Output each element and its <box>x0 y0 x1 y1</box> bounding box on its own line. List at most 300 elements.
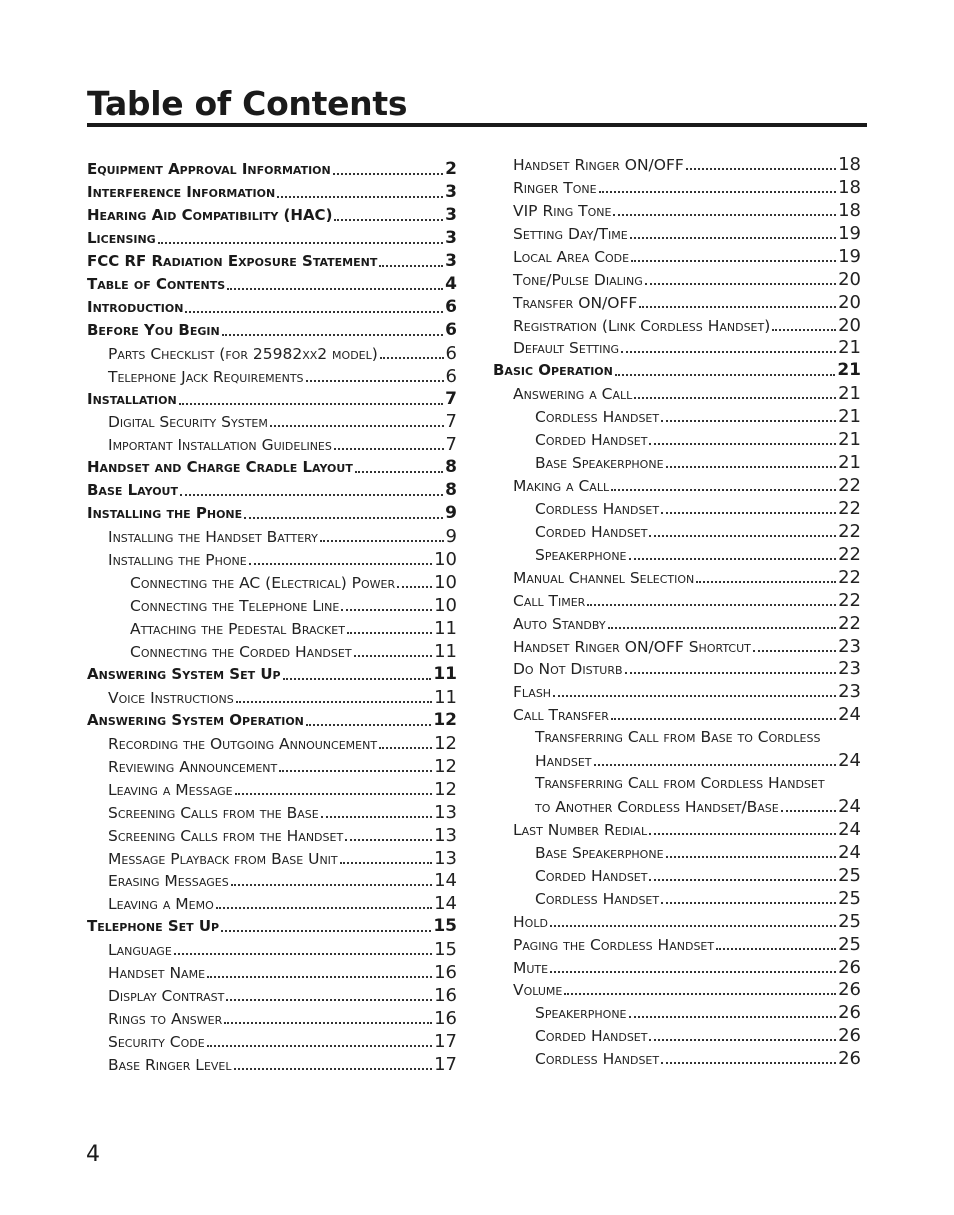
toc-entry-page: 11 <box>434 640 457 662</box>
leader-dots <box>180 494 443 496</box>
toc-entry-label: Mute <box>513 958 549 977</box>
leader-dots <box>279 770 432 772</box>
toc-entry-page: 2 <box>445 159 457 179</box>
toc-entry-page: 23 <box>838 635 861 657</box>
toc-entry-label: Installing the Phone <box>108 551 247 570</box>
toc-entry-label: FCC RF Radiation Exposure Statement <box>87 251 378 270</box>
toc-entry-label: Answering a Call <box>513 385 633 404</box>
toc-entry-label: Last Number Redial <box>513 820 648 839</box>
toc-entry[interactable] <box>535 1024 861 1047</box>
toc-entry[interactable] <box>513 291 861 314</box>
toc-entry-label: Security Code <box>108 1033 205 1052</box>
toc-entry-page: 20 <box>838 268 861 290</box>
toc-entry-label: Message Playback from Base Unit <box>108 849 338 868</box>
toc-entry-page: 7 <box>445 434 457 456</box>
toc-entry[interactable] <box>87 227 457 250</box>
toc-entry-page: 7 <box>445 388 457 409</box>
toc-entry-label: Cordless Handset <box>535 499 660 518</box>
toc-entry[interactable] <box>535 1047 861 1070</box>
toc-entry-label: Base Ringer Level <box>108 1056 232 1075</box>
leader-dots <box>553 695 836 697</box>
toc-entry-label: Display Contrast <box>108 987 225 1006</box>
leader-dots <box>599 191 837 193</box>
toc-entry[interactable] <box>130 617 457 640</box>
toc-entry[interactable] <box>108 525 457 548</box>
leader-dots <box>221 930 431 932</box>
toc-entry-label: Screening Calls from the Base <box>108 803 319 822</box>
leader-dots <box>320 540 444 542</box>
toc-entry[interactable] <box>535 726 861 749</box>
toc-entry-page: 26 <box>838 1025 861 1047</box>
toc-entry-page: 25 <box>838 864 861 886</box>
toc-entry[interactable] <box>130 640 457 663</box>
toc-entry-label: Digital Security System <box>108 413 268 432</box>
toc-entry-page: 16 <box>434 962 457 984</box>
toc-entry-label: to Another Cordless Handset/Base <box>535 798 779 817</box>
toc-entry-page: 10 <box>434 572 457 594</box>
toc-entry-page: 7 <box>445 411 457 433</box>
toc-entry[interactable] <box>513 978 861 1001</box>
toc-entry[interactable] <box>87 709 457 732</box>
toc-entry[interactable] <box>108 1030 457 1053</box>
toc-entry-label: Cordless Handset <box>535 1050 660 1069</box>
toc-entry-label: Screening Calls from the Handset <box>108 826 344 845</box>
leader-dots <box>234 1068 433 1070</box>
toc-entry-page: 12 <box>434 732 457 754</box>
toc-entry[interactable] <box>513 268 861 291</box>
leader-dots <box>594 764 837 766</box>
toc-entry-label: Corded Handset <box>535 1027 648 1046</box>
toc-entry-page: 6 <box>445 342 457 364</box>
toc-entry-label: Language <box>108 941 172 960</box>
leader-dots <box>340 862 432 864</box>
toc-entry[interactable] <box>535 497 861 520</box>
toc-entry-label: Corded Handset <box>535 431 648 450</box>
toc-entry-page: 21 <box>838 452 861 474</box>
toc-entry-page: 15 <box>434 939 457 961</box>
toc-entry-label: Equipment Approval Information <box>87 160 331 178</box>
toc-entry-label: Setting Day/Time <box>513 224 628 243</box>
toc-entry[interactable] <box>108 732 457 755</box>
toc-entry-page: 23 <box>838 681 861 703</box>
toc-entry[interactable] <box>108 824 457 847</box>
toc-entry-page: 18 <box>838 154 861 175</box>
leader-dots <box>753 650 836 652</box>
toc-entry[interactable] <box>513 382 861 405</box>
leader-dots <box>686 168 836 170</box>
toc-entry-page: 25 <box>838 887 861 909</box>
toc-entry[interactable] <box>513 589 861 612</box>
toc-entry[interactable] <box>513 657 861 680</box>
leader-dots <box>629 1016 837 1018</box>
toc-entry-label: Voice Instructions <box>108 688 234 707</box>
toc-entry-label: Table of Contents <box>87 274 226 293</box>
leader-dots <box>397 586 432 588</box>
leader-dots <box>666 856 837 858</box>
toc-entry-label: Handset <box>535 752 592 771</box>
leader-dots <box>608 627 837 629</box>
leader-dots <box>345 839 432 841</box>
toc-entry[interactable] <box>87 388 457 411</box>
toc-entry-label: Handset Name <box>108 964 206 983</box>
leader-dots <box>716 948 836 950</box>
toc-entry-label: Attaching the Pedestal Bracket <box>130 620 345 638</box>
toc-entry[interactable] <box>108 755 457 778</box>
toc-entry[interactable] <box>513 818 861 841</box>
toc-entry[interactable] <box>87 502 457 525</box>
toc-entry[interactable] <box>535 864 861 887</box>
toc-entry[interactable] <box>513 199 861 222</box>
leader-dots <box>611 489 836 491</box>
toc-entry-label: Base Speakerphone <box>535 454 664 473</box>
toc-entry-label: Transfer ON/OFF <box>513 293 638 312</box>
leader-dots <box>649 443 836 445</box>
toc-entry-label: Installing the Phone <box>87 504 243 523</box>
leader-dots <box>649 1039 836 1041</box>
toc-entry[interactable] <box>513 314 861 337</box>
toc-entry[interactable] <box>535 772 861 795</box>
leader-dots <box>216 907 432 909</box>
leader-dots <box>630 237 836 239</box>
toc-entry-page: 18 <box>838 199 861 221</box>
leader-dots <box>207 976 432 978</box>
leader-dots <box>661 420 836 422</box>
toc-entry-page: 3 <box>445 181 457 202</box>
toc-entry[interactable] <box>513 474 861 497</box>
toc-entry-page: 21 <box>838 383 861 405</box>
toc-entry[interactable] <box>108 686 457 709</box>
toc-entry-label: Speakerphone <box>535 1004 627 1023</box>
toc-entry[interactable] <box>108 961 457 984</box>
toc-entry-page: 24 <box>838 704 861 726</box>
leader-dots <box>564 993 836 995</box>
toc-entry[interactable] <box>87 296 457 319</box>
leader-dots <box>277 196 443 198</box>
toc-entry-page: 8 <box>445 480 457 501</box>
leader-dots <box>649 535 836 537</box>
toc-entry-label: Telephone Jack Requirements <box>108 367 304 386</box>
toc-entry-label: Rings to Answer <box>108 1010 223 1029</box>
toc-entry-label: Erasing Messages <box>108 872 229 891</box>
leader-dots <box>283 678 432 680</box>
toc-entry[interactable] <box>108 801 457 824</box>
toc-entry[interactable] <box>108 1007 457 1030</box>
leader-dots <box>158 242 443 244</box>
toc-entry-label: Manual Channel Selection <box>513 568 695 587</box>
leader-dots <box>379 265 443 267</box>
toc-entry[interactable] <box>108 847 457 870</box>
leader-dots <box>634 397 836 399</box>
toc-entry-page: 21 <box>838 429 861 451</box>
toc-entry[interactable] <box>108 892 457 915</box>
toc-entry-page: 21 <box>838 406 861 428</box>
toc-entry-page: 22 <box>838 475 861 497</box>
toc-entry-label: Installation <box>87 389 177 408</box>
toc-entry-page: 26 <box>838 1048 861 1070</box>
toc-entry-label: Paging the Cordless Handset <box>513 935 715 954</box>
leader-dots <box>341 609 432 611</box>
toc-entry-label: Cordless Handset <box>535 408 660 427</box>
toc-entry[interactable] <box>513 703 861 726</box>
leader-dots <box>661 902 836 904</box>
toc-entry-label: Connecting the AC (Electrical) Power <box>130 574 396 593</box>
leader-dots <box>615 374 835 376</box>
leader-dots <box>174 953 432 955</box>
toc-entry[interactable] <box>108 548 457 571</box>
toc-entry-label: Cordless Handset <box>535 889 660 908</box>
toc-entry-label: Ringer Tone <box>513 178 597 197</box>
toc-entry-page: 20 <box>838 291 861 313</box>
toc-entry-page: 10 <box>434 595 457 617</box>
toc-entry-label: Tone/Pulse Dialing <box>513 270 643 289</box>
toc-entry-page: 24 <box>838 818 861 840</box>
toc-entry-page: 6 <box>445 365 457 387</box>
leader-dots <box>270 425 444 427</box>
leader-dots <box>550 971 836 973</box>
toc-entry-page: 22 <box>838 566 861 588</box>
leader-dots <box>231 884 432 886</box>
toc-entry-label: Hearing Aid Compatibility (HAC) <box>87 205 333 224</box>
toc-entry-label: Call Timer <box>513 591 586 610</box>
toc-entry[interactable] <box>535 749 861 772</box>
toc-entry-label: Reviewing Announcement <box>108 757 278 776</box>
toc-entry-page: 22 <box>838 589 861 611</box>
leader-dots <box>179 403 443 405</box>
toc-entry[interactable] <box>87 204 457 227</box>
toc-entry[interactable] <box>513 910 861 933</box>
toc-entry[interactable] <box>513 176 861 199</box>
leader-dots <box>224 1022 432 1024</box>
leader-dots <box>611 718 836 720</box>
toc-entry-page: 9 <box>445 526 457 548</box>
toc-entry-label: Leaving a Message <box>108 780 233 799</box>
leader-dots <box>781 810 836 812</box>
leader-dots <box>185 311 443 313</box>
toc-entry-page: 21 <box>838 337 861 359</box>
toc-entry-label: Default Setting <box>513 339 620 358</box>
toc-entry-label: Transferring Call from Cordless Handset <box>535 774 825 793</box>
toc-entry-page: 14 <box>434 893 457 915</box>
toc-entry-label: Answering System Operation <box>87 710 304 729</box>
toc-entry-page: 25 <box>838 933 861 955</box>
toc-entry-page: 21 <box>837 360 861 381</box>
toc-entry[interactable] <box>513 566 861 589</box>
toc-entry[interactable] <box>87 250 457 273</box>
toc-entry-label: Corded Handset <box>535 866 648 885</box>
toc-entry[interactable] <box>87 456 457 479</box>
leader-dots <box>649 833 836 835</box>
toc-entry-page: 3 <box>445 204 457 225</box>
toc-entry-page: 23 <box>838 658 861 680</box>
toc-entry-label: Important Installation Guidelines <box>108 436 332 455</box>
toc-entry-label: Recording the Outgoing Announcement <box>108 734 378 753</box>
toc-entry[interactable] <box>108 365 457 388</box>
leader-dots <box>661 512 836 514</box>
toc-entry-label: Auto Standby <box>513 614 606 633</box>
toc-entry-label: Transferring Call from Base to Cordless <box>535 728 821 747</box>
toc-entry[interactable] <box>87 319 457 342</box>
toc-entry-label: Answering System Set Up <box>87 664 281 683</box>
leader-dots <box>236 701 432 703</box>
toc-entry[interactable] <box>535 520 861 543</box>
toc-entry-page: 3 <box>445 227 457 248</box>
leader-dots <box>226 999 432 1001</box>
leader-dots <box>334 448 444 450</box>
leader-dots <box>306 724 431 726</box>
toc-entry-label: Making a Call <box>513 477 610 496</box>
toc-entry[interactable] <box>87 479 457 502</box>
leader-dots <box>207 1045 432 1047</box>
toc-entry[interactable] <box>108 778 457 801</box>
toc-entry[interactable] <box>513 956 861 979</box>
toc-entry[interactable] <box>535 451 861 474</box>
leader-dots <box>621 351 836 353</box>
toc-entry-page: 26 <box>838 979 861 1001</box>
toc-entry-page: 19 <box>838 222 861 244</box>
toc-entry-page: 26 <box>838 956 861 978</box>
toc-entry[interactable] <box>130 571 457 594</box>
toc-entry[interactable] <box>493 359 861 382</box>
toc-entry[interactable] <box>535 887 861 910</box>
toc-entry-label: Leaving a Memo <box>108 895 214 914</box>
leader-dots <box>321 816 432 818</box>
toc-entry[interactable] <box>513 153 861 176</box>
leader-dots <box>587 604 836 606</box>
toc-entry-label: Base Speakerphone <box>535 843 664 862</box>
leader-dots <box>235 793 432 795</box>
toc-entry-page: 16 <box>434 1008 457 1030</box>
toc-entry[interactable] <box>87 273 457 296</box>
leader-dots <box>772 329 836 331</box>
toc-entry-label: Handset and Charge Cradle Layout <box>87 458 353 477</box>
toc-entry[interactable] <box>108 984 457 1007</box>
leader-dots <box>379 747 432 749</box>
leader-dots <box>334 219 443 221</box>
toc-entry[interactable] <box>513 245 861 268</box>
leader-dots <box>666 466 837 468</box>
leader-dots <box>355 471 443 473</box>
toc-entry[interactable] <box>87 663 457 686</box>
toc-entry[interactable] <box>535 543 861 566</box>
toc-entry[interactable] <box>87 181 457 204</box>
toc-entry-page: 11 <box>434 686 457 708</box>
toc-entry-page: 12 <box>434 778 457 800</box>
leader-dots <box>244 517 443 519</box>
toc-entry-page: 17 <box>434 1031 457 1053</box>
toc-entry-label: Before You Begin <box>87 320 220 339</box>
toc-entry-page: 25 <box>838 910 861 932</box>
toc-entry-label: Handset Ringer ON/OFF Shortcut <box>513 637 751 656</box>
toc-entry-label: Base Layout <box>87 481 178 500</box>
toc-entry-label: Connecting the Telephone Line <box>130 597 340 616</box>
title-rule <box>87 123 867 127</box>
toc-entry[interactable] <box>513 612 861 635</box>
toc-entry-label: Local Area Code <box>513 247 630 266</box>
leader-dots <box>222 334 443 336</box>
toc-entry[interactable] <box>513 336 861 359</box>
toc-entry-page: 22 <box>838 497 861 519</box>
toc-entry-label: Licensing <box>87 228 156 247</box>
toc-entry[interactable] <box>108 869 457 892</box>
toc-entry[interactable] <box>108 410 457 433</box>
toc-entry-page: 24 <box>838 796 861 818</box>
leader-dots <box>631 260 836 262</box>
toc-entry-page: 24 <box>838 750 861 772</box>
toc-entry-page: 22 <box>838 520 861 542</box>
toc-entry-page: 13 <box>434 824 457 846</box>
toc-entry-label: Volume <box>513 981 563 1000</box>
toc-entry[interactable] <box>535 1001 861 1024</box>
toc-entry-page: 6 <box>445 296 457 317</box>
toc-entry-page: 8 <box>445 457 457 478</box>
leader-dots <box>227 288 443 290</box>
toc-entry-label: Parts Checklist (for 25982xx2 model) <box>108 344 378 363</box>
toc-entry[interactable] <box>108 1053 457 1076</box>
toc-entry[interactable] <box>108 342 457 365</box>
toc-entry[interactable] <box>513 222 861 245</box>
toc-entry[interactable] <box>535 795 861 818</box>
toc-entry-label: Hold <box>513 912 548 931</box>
toc-entry[interactable] <box>513 635 861 658</box>
toc-entry-page: 24 <box>838 841 861 863</box>
toc-entry[interactable] <box>108 433 457 456</box>
toc-entry-label: Corded Handset <box>535 522 648 541</box>
toc-entry[interactable] <box>535 841 861 864</box>
leader-dots <box>696 581 836 583</box>
leader-dots <box>333 173 443 175</box>
toc-entry[interactable] <box>87 158 457 181</box>
toc-entry-page: 12 <box>434 755 457 777</box>
toc-entry-page: 18 <box>838 176 861 198</box>
leader-dots <box>629 558 837 560</box>
leader-dots <box>380 357 444 359</box>
toc-entry[interactable] <box>513 933 861 956</box>
toc-entry[interactable] <box>108 938 457 961</box>
toc-entry-label: Telephone Set Up <box>87 917 220 936</box>
toc-entry[interactable] <box>535 405 861 428</box>
toc-entry-label: Basic Operation <box>493 361 613 380</box>
leader-dots <box>661 1062 836 1064</box>
page-number: 4 <box>86 1142 100 1167</box>
toc-entry[interactable] <box>513 680 861 703</box>
leader-dots <box>649 879 836 881</box>
leader-dots <box>645 283 836 285</box>
toc-entry[interactable] <box>87 915 457 938</box>
leader-dots <box>625 672 837 674</box>
toc-entry-page: 16 <box>434 985 457 1007</box>
toc-entry-page: 12 <box>433 709 457 730</box>
toc-entry-label: Interference Information <box>87 182 276 201</box>
toc-entry-label: Call Transfer <box>513 706 609 725</box>
toc-entry-label: Speakerphone <box>535 545 627 564</box>
toc-entry-label: Flash <box>513 683 552 702</box>
leader-dots <box>249 563 432 565</box>
toc-entry-label: Do Not Disturb <box>513 660 623 679</box>
toc-entry[interactable] <box>535 428 861 451</box>
leader-dots <box>613 214 836 216</box>
toc-entry[interactable] <box>130 594 457 617</box>
toc-entry-label: Registration (Link Cordless Handset) <box>513 316 771 335</box>
toc-entry-page: 19 <box>838 245 861 267</box>
toc-entry-page: 17 <box>434 1054 457 1076</box>
toc-entry-page: 9 <box>445 503 457 524</box>
toc-entry-page: 15 <box>433 916 457 937</box>
leader-dots <box>306 380 444 382</box>
toc-entry-page: 11 <box>434 618 457 639</box>
toc-entry-page: 11 <box>433 663 457 684</box>
toc-entry-page: 13 <box>434 801 457 823</box>
leader-dots <box>347 632 432 634</box>
